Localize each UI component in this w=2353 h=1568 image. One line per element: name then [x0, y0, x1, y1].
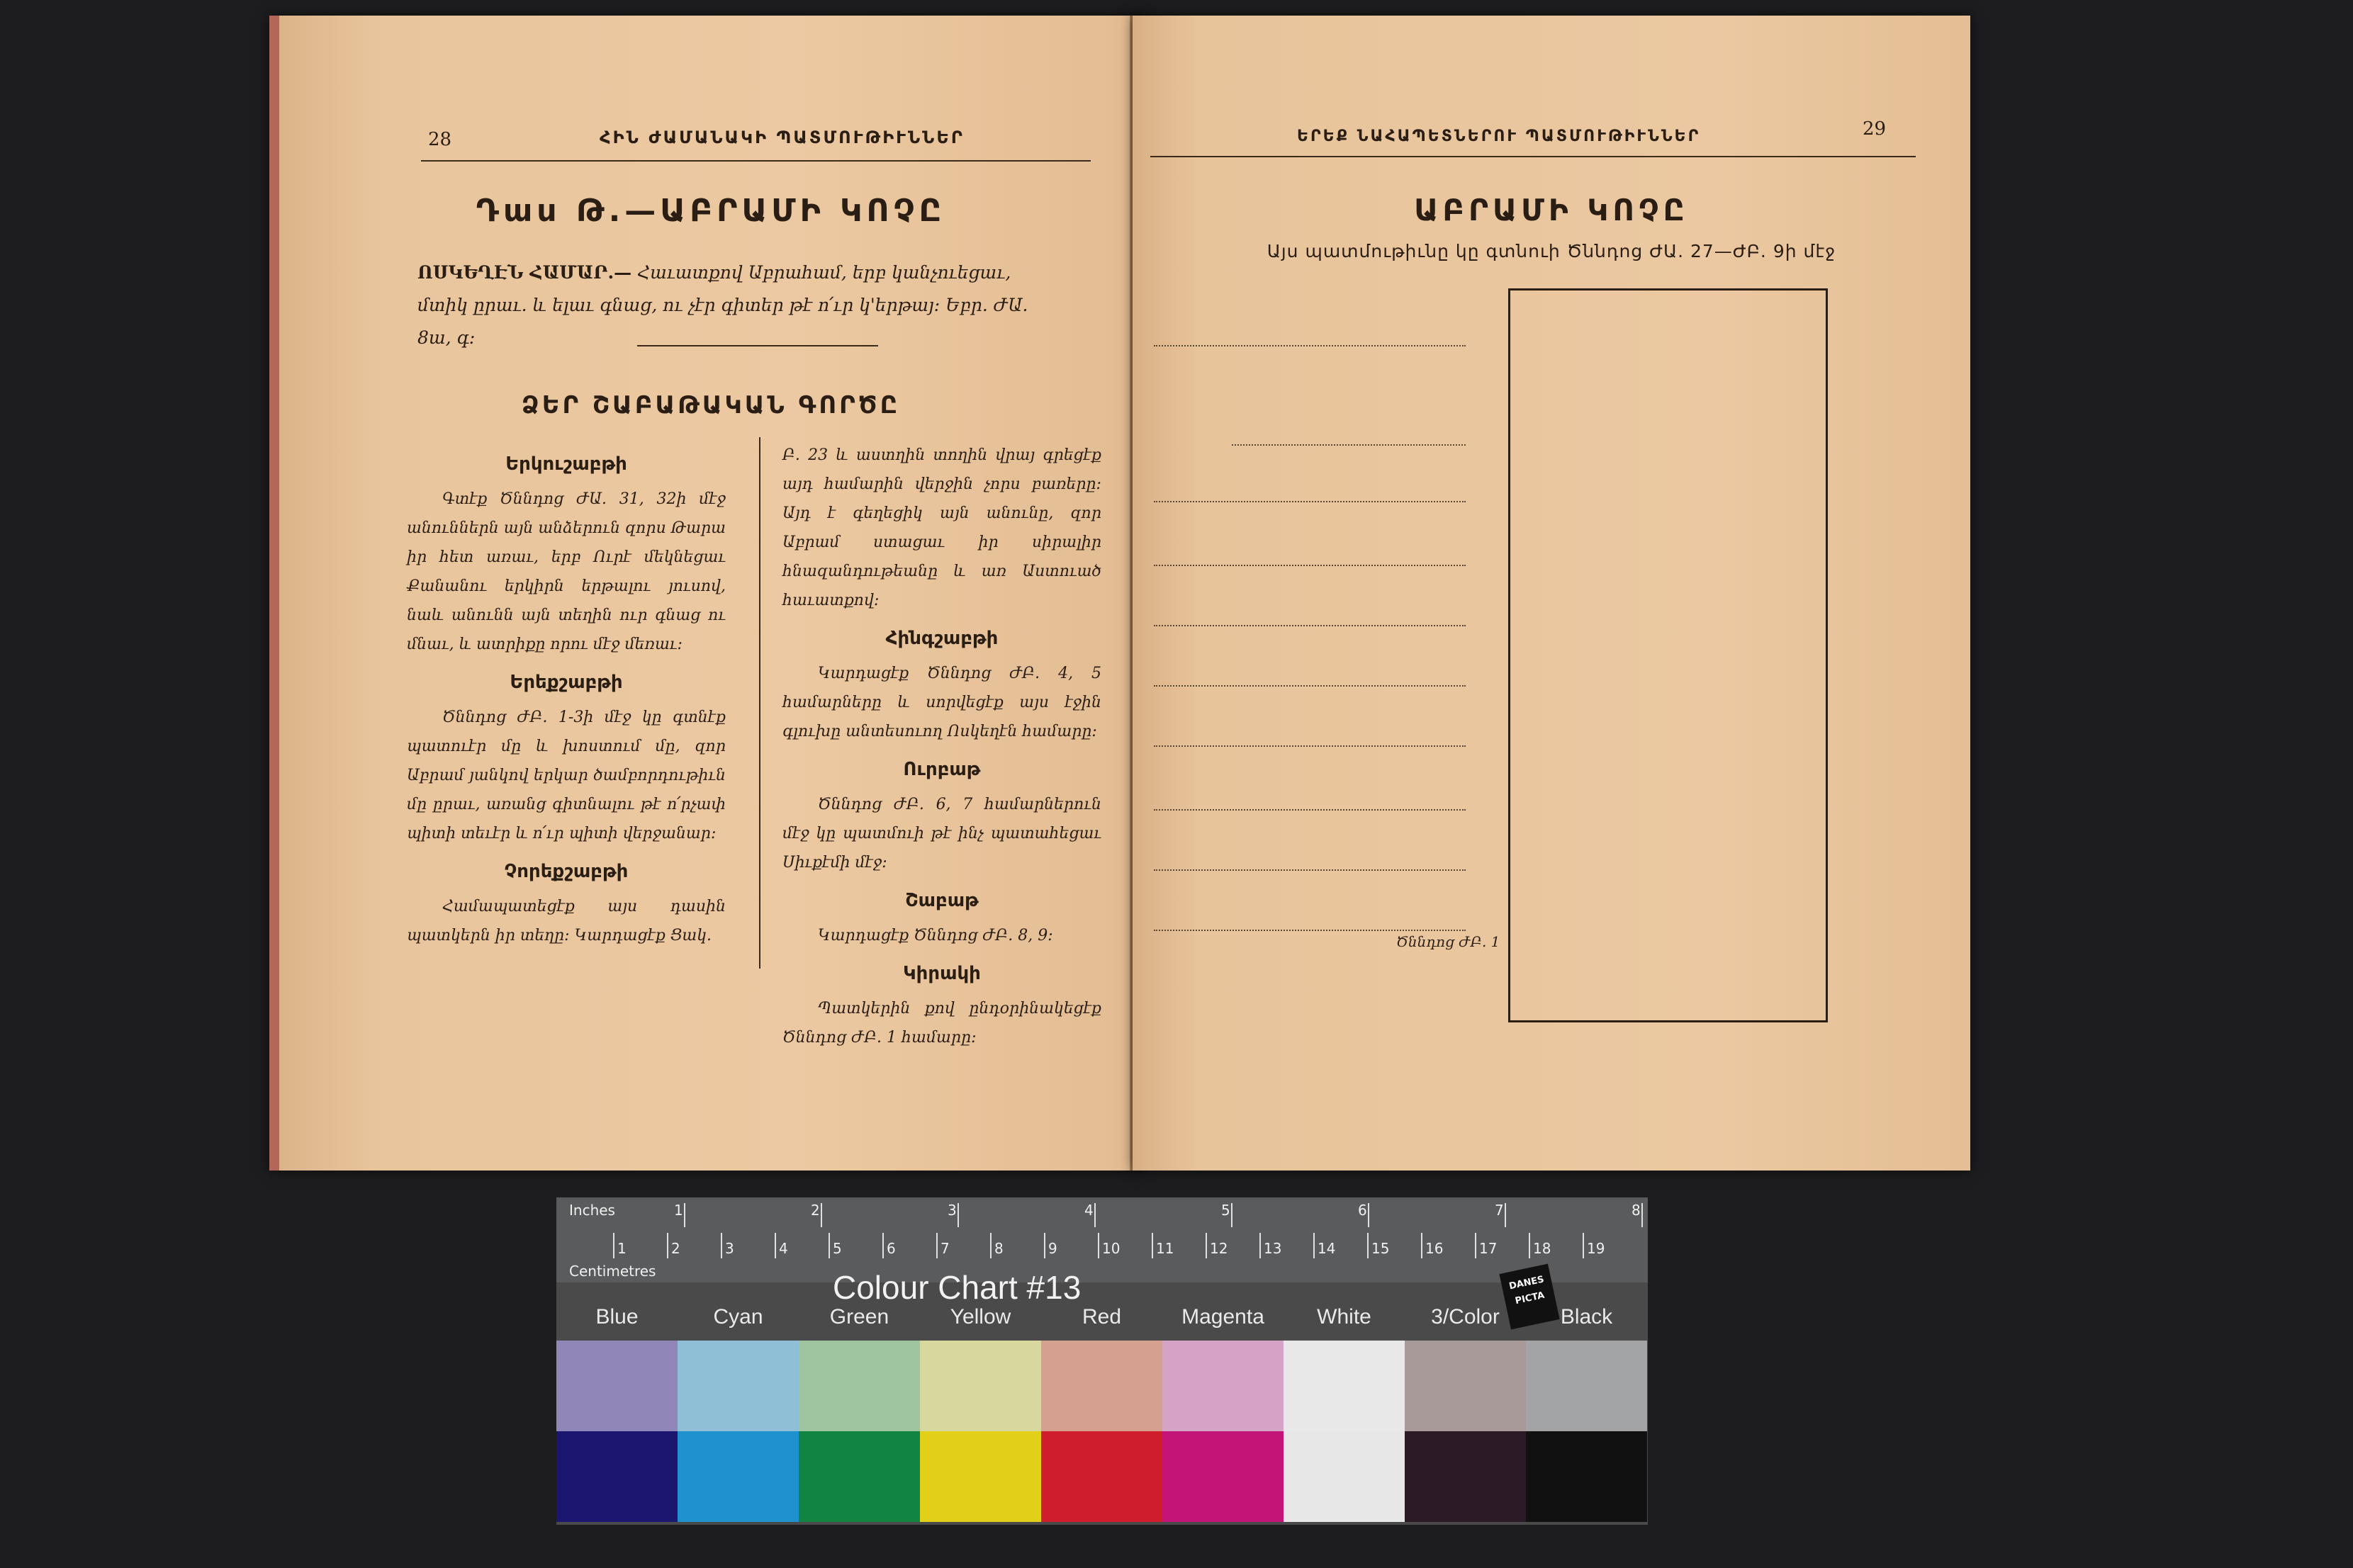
cm-number: 8 [994, 1240, 1004, 1257]
cm-tick [1152, 1233, 1153, 1258]
cm-number: 3 [725, 1240, 734, 1257]
lesson-title: Դաս Թ.—ԱԲՐԱՄԻ ԿՈՉԸ [476, 193, 946, 229]
weekly-column-1 [407, 441, 726, 950]
inch-tick [684, 1203, 685, 1227]
cm-tick [882, 1233, 884, 1258]
day-text: Ծննդոց ԺԲ. 6, 7 համարներուն մէջ կը պատմուի թէ ինչ պատահեցաւ Սիւքէմի մէջ։ [782, 796, 1101, 872]
day-text: Ծննդոց ԺԲ. 1-3ի մէջ կը գտնէք պատուէր մը և խոստում մը, զոր Աբրամ յանկով երկար ծամբորդութիւն մը ըրաւ, առանց գիտնալու թէ ո՛րչափ պիտի տեւէր և ո՛ւր պիտի վերջանար։ [407, 709, 726, 842]
patch-dark [920, 1431, 1041, 1522]
day-heading: Երկուշաբթի [505, 453, 627, 475]
cm-number: 17 [1479, 1240, 1498, 1257]
day-text: Բ. 23 և աստղին տողին վրայ գրեցէք այդ համարին վերջին չորս բառերը։ Այդ է գեղեցիկ այն անունը, զոր Աբրամ ստացաւ իր սիրալիր հնազանդութեանը և առ Աստուած հաւատքով։ [782, 446, 1101, 609]
patch-dark [1526, 1431, 1647, 1522]
patch-label: Black [1560, 1305, 1613, 1329]
cm-number: 19 [1587, 1240, 1605, 1257]
header-rule [1150, 156, 1916, 157]
colour-chart [556, 1197, 1648, 1525]
centimetres-label: Centimetres [569, 1263, 656, 1280]
cm-number: 9 [1048, 1240, 1057, 1257]
cm-number: 6 [887, 1240, 896, 1257]
story-reference: Այս պատմութիւնը կը գտնուի Ծննդոց ԺԱ. 27—ԺԲ. 9ի մէջ [1267, 241, 1836, 261]
patch-dark [799, 1431, 920, 1522]
cm-tick [613, 1233, 614, 1258]
writing-line [1154, 930, 1466, 931]
cm-tick [667, 1233, 668, 1258]
patch-light [1162, 1341, 1284, 1431]
inch-tick [821, 1203, 822, 1227]
patch-label: 3/Color [1431, 1305, 1500, 1329]
cm-number: 1 [617, 1240, 627, 1257]
weekly-work-title: ՁԵՐ ՇԱԲԱԹԱԿԱՆ ԳՈՐԾԸ [521, 391, 901, 419]
inch-tick [1231, 1203, 1232, 1227]
cm-tick [1206, 1233, 1207, 1258]
right-page-number: 29 [1863, 118, 1887, 140]
colour-chart-title: Colour Chart #13 [833, 1269, 1082, 1306]
open-booklet [269, 16, 1970, 1171]
day-heading: Հինգշաբթի [885, 628, 999, 649]
patch-light [799, 1341, 920, 1431]
day-heading: Շաբաթ [905, 890, 979, 911]
patch-light [1526, 1341, 1647, 1431]
writing-line [1154, 745, 1466, 747]
cm-tick [1367, 1233, 1369, 1258]
measuring-ruler [556, 1197, 1648, 1282]
patch-light [1041, 1341, 1162, 1431]
weekly-column-2 [782, 441, 1101, 1052]
inches-label: Inches [569, 1202, 615, 1219]
day-heading: Կիրակի [903, 963, 981, 984]
cm-tick [936, 1233, 938, 1258]
day-text: Գտէք Ծննդոց ԺԱ. 31, 32ի մէջ անուններն այն անձերուն զորս Թարա իր հետ առաւ, երբ Ուրէ մեկնեցաւ Քանանու երկիրն երթալու յուսով, նաև անունն այն տեղին ուր գնաց ու մնաւ, և ատրիքը որու մէջ մեռաւ։ [407, 490, 726, 653]
inch-number: 1 [674, 1202, 683, 1219]
right-running-head: ԵՐԵՔ ՆԱՀԱՊԵՏՆԵՐՈՒ ՊԱՏՄՈՒԹԻՒՆՆԵՐ [1297, 128, 1701, 145]
column-divider [759, 437, 760, 969]
cm-tick [1259, 1233, 1261, 1258]
writing-line [1154, 565, 1466, 566]
header-rule [421, 160, 1091, 162]
golden-verse-label: ՈՍԿԵՂԷՆ ՀԱՄԱՐ.— [417, 262, 632, 283]
patch-dark [1405, 1431, 1526, 1522]
patch-label: Cyan [713, 1305, 763, 1329]
verse-caption: Ծննդոց ԺԲ. 1 [1396, 933, 1500, 950]
inch-tick [1505, 1203, 1506, 1227]
patch-light [920, 1341, 1041, 1431]
cm-number: 4 [779, 1240, 788, 1257]
cm-number: 14 [1318, 1240, 1336, 1257]
section-divider [637, 345, 878, 346]
writing-line [1154, 625, 1466, 626]
cm-tick [1583, 1233, 1584, 1258]
cm-tick [775, 1233, 776, 1258]
cm-number: 2 [671, 1240, 680, 1257]
day-heading: Երեքշաբթի [510, 672, 623, 693]
patch-label: White [1317, 1305, 1371, 1329]
cm-tick [1421, 1233, 1422, 1258]
left-running-head: ՀԻՆ ԺԱՄԱՆԱԿԻ ՊԱՏՄՈՒԹԻՒՆՆԵՐ [600, 128, 965, 147]
cm-number: 7 [940, 1240, 950, 1257]
writing-line [1154, 501, 1466, 502]
patch-dark [1041, 1431, 1162, 1522]
cm-tick [721, 1233, 722, 1258]
patch-dark [1284, 1431, 1405, 1522]
danes-picta-logo: DANES PICTA [1499, 1264, 1559, 1330]
cm-number: 16 [1425, 1240, 1444, 1257]
patch-dark [1162, 1431, 1284, 1522]
day-heading: Չորեքշաբթի [504, 861, 629, 882]
cm-number: 10 [1102, 1240, 1121, 1257]
inch-number: 3 [948, 1202, 957, 1219]
writing-line [1154, 685, 1466, 687]
day-text: Համապատեցէք այս դասին պատկերն իր տեղը։ Կարդացէք Ցակ. [407, 898, 726, 944]
picture-frame [1508, 288, 1828, 1022]
writing-line [1154, 869, 1466, 871]
inch-tick [1368, 1203, 1369, 1227]
golden-verse-text: Հաւատքով Աբրահամ, երբ կանչուեցաւ, մտիկ ըրաւ. և ելաւ գնաց, ու չէր գիտեր թէ ո՛ւր կ'երթայ։ Եբր. ԺԱ. 8ա, գ։ [417, 262, 1028, 348]
inch-number: 2 [811, 1202, 820, 1219]
cm-number: 18 [1533, 1240, 1551, 1257]
inch-tick [958, 1203, 959, 1227]
day-text: Կարդացէք Ծննդոց ԺԲ. 8, 9։ [818, 927, 1053, 944]
day-text: Կարդացէք Ծննդոց ԺԲ. 4, 5 համարները և սորվեցէք այս էջին գլուխը անտեսուող Ոսկեղէն համարը։ [782, 665, 1101, 740]
patch-light [556, 1341, 678, 1431]
patch-light [1405, 1341, 1526, 1431]
inch-number: 7 [1495, 1202, 1504, 1219]
cm-number: 12 [1210, 1240, 1228, 1257]
cm-tick [1529, 1233, 1530, 1258]
inch-number: 8 [1632, 1202, 1641, 1219]
patch-light [678, 1341, 799, 1431]
golden-verse [417, 256, 1034, 354]
cm-number: 13 [1264, 1240, 1282, 1257]
cm-number: 5 [833, 1240, 842, 1257]
cm-tick [1313, 1233, 1315, 1258]
inch-tick [1094, 1203, 1096, 1227]
writing-line [1154, 345, 1466, 346]
patch-label: Green [829, 1305, 889, 1329]
patch-label: Red [1082, 1305, 1122, 1329]
left-page-number: 28 [428, 129, 452, 150]
cm-number: 11 [1156, 1240, 1174, 1257]
left-page [269, 16, 1142, 1171]
story-title: ԱԲՐԱՄԻ ԿՈՉԸ [1414, 193, 1689, 227]
day-text: Պատկերին քով ընդօրինակեցէք Ծննդոց ԺԲ. 1 համարը։ [782, 1000, 1101, 1047]
inch-number: 5 [1221, 1202, 1230, 1219]
writing-line [1154, 809, 1466, 811]
inch-number: 6 [1358, 1202, 1367, 1219]
cm-number: 15 [1371, 1240, 1390, 1257]
right-page [1133, 16, 1970, 1171]
cm-tick [1098, 1233, 1099, 1258]
patch-label: Magenta [1181, 1305, 1264, 1329]
inch-number: 4 [1084, 1202, 1094, 1219]
patch-label: Yellow [950, 1305, 1011, 1329]
writing-line [1232, 444, 1466, 446]
patch-light [1284, 1341, 1405, 1431]
patch-dark [556, 1431, 678, 1522]
cm-tick [829, 1233, 830, 1258]
day-heading: Ուրբաթ [903, 759, 981, 780]
cm-tick [1475, 1233, 1476, 1258]
inch-tick [1641, 1203, 1643, 1227]
patch-label: Blue [595, 1305, 639, 1329]
cm-tick [1044, 1233, 1045, 1258]
patch-dark [678, 1431, 799, 1522]
cm-tick [990, 1233, 992, 1258]
